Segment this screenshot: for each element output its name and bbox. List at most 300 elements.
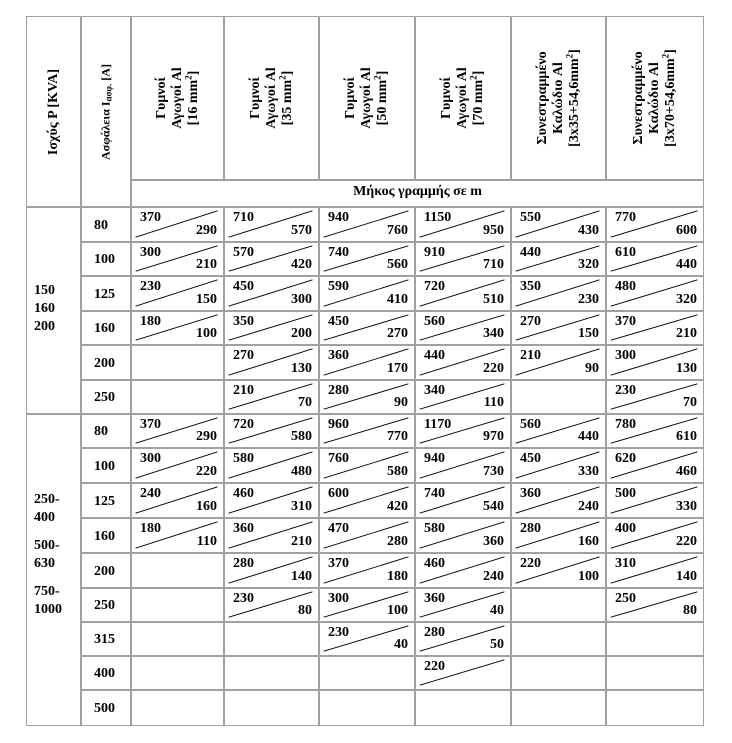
fuse-value: 160 [94, 529, 115, 544]
lower-value: 580 [387, 464, 408, 479]
length-cell [131, 656, 224, 690]
column-header-line2: Αγωγοί Al [263, 67, 279, 129]
length-cell [511, 242, 606, 276]
fuse-cell [81, 518, 131, 553]
lower-value: 220 [676, 534, 697, 549]
length-cell [606, 414, 704, 448]
power-group-2 [26, 414, 81, 726]
length-cell [606, 690, 704, 726]
fuse-cell [81, 345, 131, 380]
column-header-4 [511, 16, 606, 180]
lower-value: 320 [578, 257, 599, 272]
length-cell [131, 207, 224, 242]
lower-value: 290 [196, 223, 217, 238]
length-cell [131, 380, 224, 414]
length-cell [606, 345, 704, 380]
upper-value: 1170 [424, 417, 452, 432]
upper-value: 400 [615, 521, 636, 536]
lower-value: 240 [578, 499, 599, 514]
upper-value: 230 [233, 591, 254, 606]
lower-value: 40 [490, 603, 504, 618]
upper-value: 180 [140, 314, 161, 329]
fuse-cell [81, 448, 131, 483]
lower-value: 70 [298, 395, 312, 410]
lower-value: 50 [490, 637, 504, 652]
upper-value: 500 [615, 486, 636, 501]
fuse-cell [81, 207, 131, 242]
length-cell [415, 690, 511, 726]
upper-value: 210 [520, 348, 541, 363]
length-cell [319, 448, 415, 483]
lower-value: 150 [196, 292, 217, 307]
length-cell [131, 622, 224, 656]
length-cell [224, 380, 319, 414]
lower-value: 110 [483, 395, 504, 410]
upper-value: 440 [424, 348, 445, 363]
length-cell [415, 345, 511, 380]
upper-value: 280 [520, 521, 541, 536]
power-value: 200 [34, 319, 55, 334]
fuse-cell [81, 690, 131, 726]
lower-value: 330 [578, 464, 599, 479]
lower-value: 330 [676, 499, 697, 514]
lower-value: 160 [578, 534, 599, 549]
column-header-2 [319, 16, 415, 180]
power-value [34, 527, 62, 537]
column-header-line1: Γυμνοί [343, 77, 358, 119]
length-cell [415, 553, 511, 588]
lower-value: 280 [387, 534, 408, 549]
upper-value: 560 [424, 314, 445, 329]
lower-value: 770 [387, 429, 408, 444]
length-cell [415, 414, 511, 448]
fuse-value: 125 [94, 494, 115, 509]
power-value [34, 573, 62, 583]
upper-value: 720 [424, 279, 445, 294]
length-cell [131, 588, 224, 622]
length-cell [415, 448, 511, 483]
length-cell [415, 207, 511, 242]
lower-value: 220 [483, 361, 504, 376]
length-cell [606, 207, 704, 242]
lower-value: 140 [291, 569, 312, 584]
power-group-1-label [34, 282, 55, 336]
upper-value: 220 [520, 556, 541, 571]
length-cell [511, 276, 606, 311]
upper-value: 230 [328, 625, 349, 640]
length-cell [224, 588, 319, 622]
fuse-cell [81, 414, 131, 448]
upper-value: 470 [328, 521, 349, 536]
length-cell [224, 483, 319, 518]
upper-value: 370 [328, 556, 349, 571]
upper-value: 250 [615, 591, 636, 606]
length-cell [511, 311, 606, 345]
lower-value: 570 [291, 223, 312, 238]
length-cell [224, 656, 319, 690]
upper-value: 360 [520, 486, 541, 501]
upper-value: 1150 [424, 210, 452, 225]
lower-value: 290 [196, 429, 217, 444]
upper-value: 240 [140, 486, 161, 501]
length-cell [606, 242, 704, 276]
lower-value: 430 [578, 223, 599, 238]
lower-value: 110 [196, 534, 217, 549]
length-cell [131, 448, 224, 483]
column-header-line2: Καλώδιο Al [550, 62, 566, 134]
upper-value: 590 [328, 279, 349, 294]
lower-value: 90 [585, 361, 599, 376]
length-cell [319, 656, 415, 690]
lower-value: 540 [483, 499, 504, 514]
column-header-line1: Συνεστραμμένο [534, 51, 550, 145]
length-cell [224, 207, 319, 242]
fuse-header-main: Ασφάλεια I [98, 100, 113, 160]
lower-value: 460 [676, 464, 697, 479]
length-cell [511, 414, 606, 448]
upper-value: 710 [233, 210, 254, 225]
length-cell [606, 518, 704, 553]
upper-value: 350 [233, 314, 254, 329]
length-cell [319, 414, 415, 448]
upper-value: 370 [140, 210, 161, 225]
upper-value: 220 [424, 659, 445, 674]
upper-value: 740 [328, 245, 349, 260]
fuse-value: 160 [94, 321, 115, 336]
length-cell [319, 242, 415, 276]
upper-value: 300 [328, 591, 349, 606]
column-header-line3: [50 $mm^2$] [372, 70, 390, 126]
lower-value: 170 [387, 361, 408, 376]
upper-value: 210 [233, 383, 254, 398]
length-cell [415, 518, 511, 553]
length-cell [319, 345, 415, 380]
length-cell [606, 656, 704, 690]
fuse-value: 125 [94, 287, 115, 302]
upper-value: 770 [615, 210, 636, 225]
upper-value: 760 [328, 451, 349, 466]
length-cell [606, 622, 704, 656]
fuse-value: 400 [94, 666, 115, 681]
length-cell [319, 276, 415, 311]
fuse-value: 500 [94, 701, 115, 716]
upper-value: 960 [328, 417, 349, 432]
length-cell [319, 690, 415, 726]
length-cell [511, 207, 606, 242]
power-value: 630 [34, 556, 55, 571]
upper-value: 230 [615, 383, 636, 398]
lower-value: 80 [683, 603, 697, 618]
length-cell [415, 276, 511, 311]
power-header-label: Ισχύς P [KVA] [45, 68, 61, 155]
lower-value: 950 [483, 223, 504, 238]
lower-value: 600 [676, 223, 697, 238]
fuse-header-label [98, 64, 115, 160]
length-cell [319, 588, 415, 622]
column-header-line1: Γυμνοί [247, 77, 263, 119]
column-header-line3: $[3x70+54,6mm^2]$ [660, 49, 678, 147]
length-cell [131, 483, 224, 518]
length-cell [606, 276, 704, 311]
lower-value: 100 [578, 569, 599, 584]
fuse-cell [81, 311, 131, 345]
fuse-cell [81, 276, 131, 311]
column-header-line1: Συνεστραμμένο [631, 51, 646, 145]
lower-value: 160 [196, 499, 217, 514]
length-cell [224, 242, 319, 276]
lower-value: 210 [196, 257, 217, 272]
length-cell [511, 588, 606, 622]
length-cell [511, 380, 606, 414]
length-cell [511, 483, 606, 518]
upper-value: 550 [520, 210, 541, 225]
upper-value: 350 [520, 279, 541, 294]
length-cell [415, 380, 511, 414]
column-header-line2: Αγωγοί Al [169, 67, 185, 129]
fuse-header [81, 16, 131, 207]
column-header-line2: Αγωγοί Al [455, 67, 470, 129]
fuse-cell [81, 656, 131, 690]
lower-value: 970 [483, 429, 504, 444]
upper-value: 610 [615, 245, 636, 260]
fuse-value: 80 [94, 424, 108, 439]
lower-value: 320 [676, 292, 697, 307]
fuse-header-sub: ασφ. [103, 83, 114, 101]
power-value: 250- [34, 492, 60, 507]
fuse-value: 250 [94, 390, 115, 405]
length-cell [131, 242, 224, 276]
upper-value: 620 [615, 451, 636, 466]
upper-value: 580 [233, 451, 254, 466]
upper-value: 440 [520, 245, 541, 260]
length-cell [511, 518, 606, 553]
power-group-1 [26, 207, 81, 414]
column-header-line3: [70 $mm^2$] [468, 70, 486, 126]
lower-value: 360 [483, 534, 504, 549]
lower-value: 270 [387, 326, 408, 341]
length-cell [511, 690, 606, 726]
lower-value: 100 [196, 326, 217, 341]
upper-value: 600 [328, 486, 349, 501]
upper-value: 300 [615, 348, 636, 363]
upper-value: 280 [424, 625, 445, 640]
upper-value: 360 [328, 348, 349, 363]
lower-value: 40 [394, 637, 408, 652]
power-value: 1000 [34, 602, 62, 617]
fuse-header-unit: [A] [98, 63, 113, 84]
column-header-line3: [16 $mm^2$] [182, 70, 201, 126]
fuse-cell [81, 553, 131, 588]
length-cell [319, 622, 415, 656]
column-header-5 [606, 16, 704, 180]
column-header-line3: $[3x35+54,6mm^2]$ [563, 49, 582, 147]
lower-value: 210 [291, 534, 312, 549]
upper-value: 360 [424, 591, 445, 606]
column-header-line3: [35 $mm^2$] [276, 70, 295, 126]
upper-value: 720 [233, 417, 254, 432]
lower-value: 180 [387, 569, 408, 584]
lower-value: 480 [291, 464, 312, 479]
upper-value: 230 [140, 279, 161, 294]
fuse-value: 250 [94, 598, 115, 613]
length-header-label: Μήκος γραμμής σε m [353, 184, 482, 199]
length-cell [131, 276, 224, 311]
lower-value: 90 [394, 395, 408, 410]
length-cell [511, 553, 606, 588]
column-header-line2: Καλώδιο Al [647, 62, 662, 134]
length-cell [224, 553, 319, 588]
upper-value: 370 [615, 314, 636, 329]
lower-value: 80 [298, 603, 312, 618]
upper-value: 270 [233, 348, 254, 363]
lower-value: 200 [291, 326, 312, 341]
lower-value: 760 [387, 223, 408, 238]
upper-value: 180 [140, 521, 161, 536]
length-cell [224, 690, 319, 726]
fuse-cell [81, 380, 131, 414]
lower-value: 70 [683, 395, 697, 410]
upper-value: 280 [233, 556, 254, 571]
upper-value: 300 [140, 451, 161, 466]
fuse-cell [81, 588, 131, 622]
upper-value: 940 [424, 451, 445, 466]
length-cell [131, 690, 224, 726]
length-cell [415, 588, 511, 622]
upper-value: 450 [520, 451, 541, 466]
length-cell [606, 588, 704, 622]
length-cell [319, 380, 415, 414]
lower-value: 410 [387, 292, 408, 307]
upper-value: 280 [328, 383, 349, 398]
fuse-value: 100 [94, 252, 115, 267]
column-header-line1: Γυμνοί [153, 77, 169, 119]
lower-value: 560 [387, 257, 408, 272]
length-cell [511, 345, 606, 380]
lower-value: 230 [578, 292, 599, 307]
fuse-value: 100 [94, 459, 115, 474]
lower-value: 100 [387, 603, 408, 618]
length-cell [606, 553, 704, 588]
power-value: 160 [34, 301, 55, 316]
length-cell [224, 311, 319, 345]
upper-value: 300 [140, 245, 161, 260]
lower-value: 420 [387, 499, 408, 514]
upper-value: 780 [615, 417, 636, 432]
length-cell [224, 622, 319, 656]
power-value: 500- [34, 538, 60, 553]
length-cell [415, 311, 511, 345]
length-cell [511, 656, 606, 690]
lower-value: 130 [676, 361, 697, 376]
length-cell [319, 207, 415, 242]
lower-value: 210 [676, 326, 697, 341]
length-cell [131, 518, 224, 553]
length-cell [319, 518, 415, 553]
fuse-cell [81, 622, 131, 656]
fuse-value: 80 [94, 218, 108, 233]
length-cell [511, 448, 606, 483]
length-cell [224, 448, 319, 483]
upper-value: 310 [615, 556, 636, 571]
length-cell [606, 483, 704, 518]
column-header-line1: Γυμνοί [439, 77, 454, 119]
lower-value: 610 [676, 429, 697, 444]
length-cell [224, 518, 319, 553]
power-header [26, 16, 81, 207]
length-cell [131, 414, 224, 448]
upper-value: 910 [424, 245, 445, 260]
cable-length-table [26, 16, 704, 726]
length-cell [131, 345, 224, 380]
upper-value: 360 [233, 521, 254, 536]
upper-value: 270 [520, 314, 541, 329]
length-cell [319, 311, 415, 345]
upper-value: 480 [615, 279, 636, 294]
upper-value: 370 [140, 417, 161, 432]
lower-value: 580 [291, 429, 312, 444]
lower-value: 150 [578, 326, 599, 341]
length-cell [415, 242, 511, 276]
fuse-value: 200 [94, 356, 115, 371]
lower-value: 220 [196, 464, 217, 479]
upper-value: 460 [233, 486, 254, 501]
column-header-line2: Αγωγοί Al [359, 67, 374, 129]
upper-value: 450 [328, 314, 349, 329]
fuse-value: 200 [94, 564, 115, 579]
column-header-1 [224, 16, 319, 180]
lower-value: 130 [291, 361, 312, 376]
lower-value: 420 [291, 257, 312, 272]
lower-value: 240 [483, 569, 504, 584]
upper-value: 580 [424, 521, 445, 536]
power-value: 750- [34, 584, 60, 599]
upper-value: 460 [424, 556, 445, 571]
length-cell [415, 622, 511, 656]
length-cell [319, 553, 415, 588]
lower-value: 140 [676, 569, 697, 584]
length-cell [511, 622, 606, 656]
length-cell [224, 345, 319, 380]
lower-value: 440 [578, 429, 599, 444]
upper-value: 560 [520, 417, 541, 432]
length-cell [606, 448, 704, 483]
length-cell [606, 311, 704, 345]
fuse-value: 315 [94, 632, 115, 647]
length-cell [224, 414, 319, 448]
lower-value: 510 [483, 292, 504, 307]
length-cell [415, 483, 511, 518]
lower-value: 340 [483, 326, 504, 341]
power-value: 150 [34, 283, 55, 298]
fuse-cell [81, 483, 131, 518]
lower-value: 710 [483, 257, 504, 272]
upper-value: 450 [233, 279, 254, 294]
length-header [131, 180, 704, 207]
length-cell [224, 276, 319, 311]
length-cell [415, 656, 511, 690]
upper-value: 570 [233, 245, 254, 260]
lower-value: 300 [291, 292, 312, 307]
length-cell [131, 311, 224, 345]
column-header-0 [131, 16, 224, 180]
power-group-2-label [34, 491, 62, 619]
length-cell [131, 553, 224, 588]
column-header-3 [415, 16, 511, 180]
lower-value: 730 [483, 464, 504, 479]
upper-value: 940 [328, 210, 349, 225]
lower-value: 440 [676, 257, 697, 272]
length-cell [319, 483, 415, 518]
